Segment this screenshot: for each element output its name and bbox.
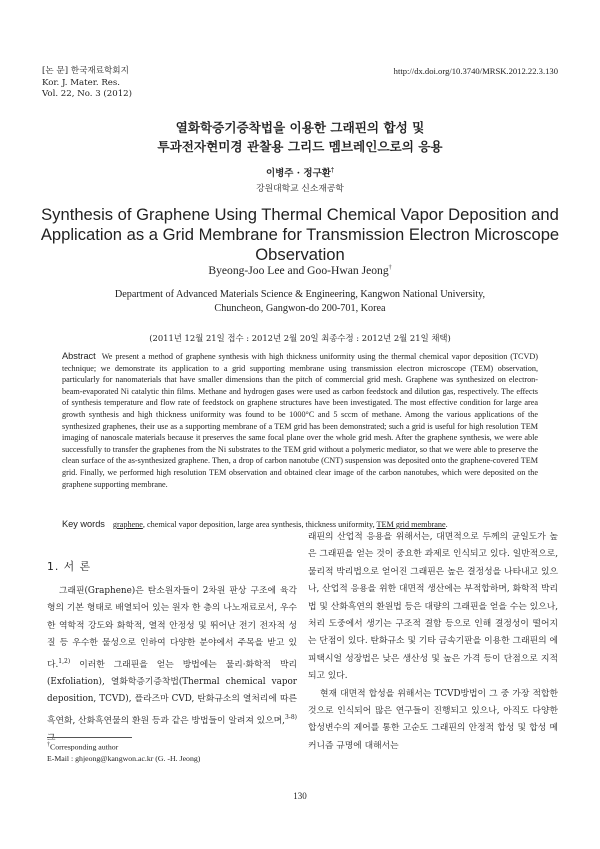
english-author-names: Byeong-Joo Lee and Goo-Hwan Jeong	[208, 264, 389, 277]
korean-author-mark: †	[330, 166, 335, 174]
korean-title-line2: 투과전자현미경 관찰용 그리드 멤브레인으로의 응용	[157, 139, 443, 154]
english-author-mark: †	[388, 265, 392, 272]
intro-text-a: 그래핀(Graphene)은 탄소원자들이 2차원 판상 구조에 육각형의 기본 형태로 배열되어 있는 원자 한 층의 나노재료로서, 우수한 역학적 강도와 화학적, 열적 안정성 및 뛰어난 전기 전자적 성질 등 우수한 물성으로 인하여 다양한 분야에서 주목을 받고 있다.	[47, 586, 297, 670]
abstract	[62, 351, 538, 490]
korean-affiliation: 강원대학교 신소재공학	[256, 184, 344, 194]
submission-dates: (2011년 12월 21일 접수 : 2012년 2월 20일 최종수정 : 2012년 2월 21일 채택)	[149, 333, 451, 343]
footnote-rule	[47, 737, 132, 738]
english-title-line1: Synthesis of Graphene Using Thermal Chemical Vapor Deposition and	[41, 205, 559, 224]
keyword-tem-grid: TEM grid membrane	[376, 520, 446, 529]
page-number: 130	[293, 791, 307, 801]
english-title-line2: Application as a Grid Membrane for Transmission Electron Microscope	[40, 225, 560, 244]
journal-volume: Vol. 22, No. 3 (2012)	[42, 89, 132, 99]
left-column	[47, 583, 297, 748]
ref-citation-2: 3-8)	[284, 713, 297, 721]
keywords-middle: , chemical vapor deposition, large area synthesis, thickness uniformity,	[142, 520, 377, 529]
abstract-text: We present a method of graphene synthesis with high thickness uniformity using the thermal chemical vapor deposition (TCVD) technique; we demonstrate its application to a grid supporting membrane using transmission electron microscope (TEM) observation, particularly for nanomaterials that have smaller dimensions than the pitch of commercial grid mesh. Graphene was synthesized on electron-beam-evaporated Ni catalytic thin films. Methane and hydrogen gases were used as carbon feedstock and dilution gas, respectively. The effects of synthesis temperature and flow rate of feedstock on graphene structures have been investigated. The most effective condition for large area growth synthesis and high thickness uniformity was found to be 1000°C and 5 sccm of methane. Among the various applications of the synthesized graphenes, their use as a supporting membrane of a TEM grid has been demonstrated; such a grid is useful for high resolution TEM imaging of nanoscale materials because it preserves the same focal plane over the whole grid mesh. After the graphene synthesis, we were able successfully to transfer the graphenes from the Ni substrates to the TEM grid without a polymeric mediator, so that we were able to preserve the clean surface of the as-synthesized graphene. Then, a drop of carbon nanotube (CNT) suspension was deposited onto the graphene-covered TEM grid. Finally, we performed high resolution TEM observation and obtained clear image of the carbon nanotubes, which were deposited on the graphene supporting membrane.	[62, 352, 538, 489]
korean-title-line1: 열화학증기증착법을 이용한 그래핀의 합성 및	[175, 120, 425, 135]
section-heading: 1. 서 론	[47, 560, 92, 573]
footnote-mark: †	[47, 742, 50, 748]
footnote	[47, 740, 200, 765]
english-affiliation	[60, 288, 540, 315]
journal-abbrev: Kor. J. Mater. Res.	[42, 77, 121, 88]
keywords-end: .	[445, 520, 448, 529]
footnote-line1: Corresponding author	[50, 742, 119, 752]
intro-paragraph	[47, 583, 297, 748]
intro-text-b: 이러한 그래핀을 얻는 방법에는 물리·화학적 박리(Exfoliation), 열화학증기증착법(Thermal chemical vapor deposition, TCVD), 플라즈마 CVD, 탄화규소의 열처리에 따른 흑연화, 산화흑연물의 환원 등과 같은 방법들이 알려져 있으며,	[47, 659, 297, 726]
english-affiliation-line2: Chuncheon, Gangwon-do 200-701, Korea	[214, 302, 386, 314]
footnote-email: E-Mail : ghjeong@kangwon.ac.kr (G. -H. Jeong)	[47, 754, 201, 764]
korean-title	[0, 118, 600, 156]
doi-link[interactable]: http://dx.doi.org/10.3740/MRSK.2012.22.3.130	[393, 66, 558, 76]
right-paragraph-2: 현재 대면적 합성을 위해서는 TCVD방법이 그 중 가장 적합한 것으로 인식되어 많은 연구들이 진행되고 있으나, 아직도 다양한 합성변수의 제어를 통한 고순도 그래핀의 안정적 합성 및 합성 메커니즘 규명에 대해서는	[308, 688, 558, 751]
ref-citation-1: 1,2)	[58, 657, 71, 665]
english-affiliation-line1: Department of Advanced Materials Science & Engineering, Kangwon National University,	[114, 289, 486, 300]
journal-info	[42, 66, 132, 101]
keyword-graphene: graphene	[112, 520, 143, 529]
keywords	[62, 519, 538, 529]
english-title-line3: Observation	[255, 245, 345, 264]
footnote-corresponding	[47, 740, 200, 753]
keywords-label: Key words	[62, 519, 105, 529]
english-title	[20, 205, 580, 265]
korean-authors	[0, 165, 600, 179]
english-authors	[0, 264, 600, 277]
intro-text-c: 그	[47, 733, 56, 744]
korean-author-names: 이병주 · 정구환	[265, 168, 331, 179]
abstract-label: Abstract	[62, 351, 96, 361]
right-paragraph-1: 래핀의 산업적 응용을 위해서는, 대면적으로 두께의 균일도가 높은 그래핀을 얻는 것이 중요한 과제로 인식되고 있다. 일반적으로, 물리적 박리법으로 얻어진 그래핀은 높은 결정성을 나타내고 있으나, 산업적 응용을 위한 대면적 생산에는 부적합하며, 화학적 박리법 및 산화흑연의 환원법 등은 대량의 그래핀을 얻을 수는 있으나, 처리 도중에서 생기는 구조적 결함 등으로 인해 결정성이 떨어지는 단점이 있다. 탄화규소 및 기타 금속기판을 이용한 그래핀의 에피택시얼 성장법은 낮은 생산성 및 높은 가격 등이 단점으로 지적되고 있다.	[308, 532, 558, 682]
right-column	[308, 529, 558, 755]
journal-name: [논 문] 한국재료학회지	[42, 66, 129, 76]
